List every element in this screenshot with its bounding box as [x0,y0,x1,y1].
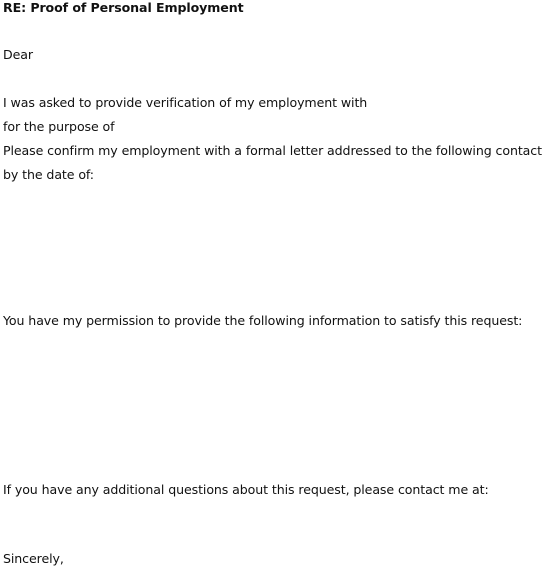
request-line-confirm: Please confirm my employment with a formal letter addressed to the following contact [3,143,542,158]
permission-statement: You have my permission to provide the following information to satisfy this request: [3,313,523,328]
letter-closing: Sincerely, [3,551,64,566]
questions-statement: If you have any additional questions about this request, please contact me at: [3,482,489,497]
request-line-date: by the date of: [3,167,94,182]
request-line-purpose: for the purpose of [3,119,115,134]
request-line-employment: I was asked to provide verification of my employment with [3,95,368,110]
letter-subject: RE: Proof of Personal Employment [3,0,244,15]
letter-salutation: Dear [3,47,33,62]
